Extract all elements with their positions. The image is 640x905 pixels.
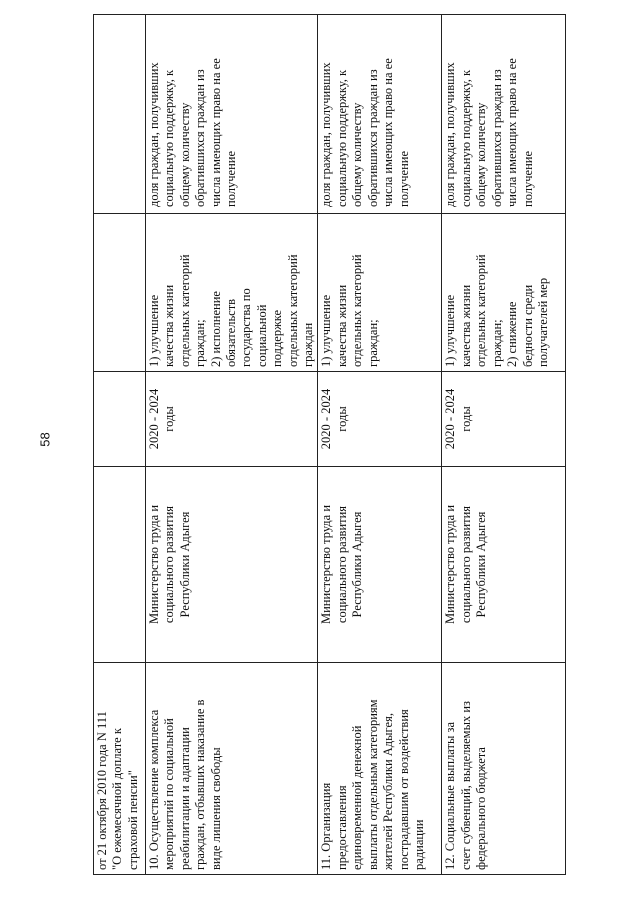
measure-cell: 11. Организация предоставления единовременной денежной выплаты отдельным категориям жителей Республики Адыгея, пострадавшим от воздействия радиации [318, 663, 442, 875]
measure-cell: от 21 октября 2010 года N 111 "О ежемесячной доплате к страховой пенсии" [94, 663, 146, 875]
indicator-cell [94, 15, 146, 214]
period-cell: 2020 - 2024 годы [442, 372, 566, 467]
measure-cell: 10. Осуществление комплекса мероприятий по социальной реабилитации и адаптации граждан, отбывших наказание в виде лишения свободы [146, 663, 318, 875]
program-measures-table [93, 14, 566, 875]
rotated-page-content [93, 15, 550, 875]
executor-cell: Министерство труда и социального развития Республики Адыгея [146, 467, 318, 663]
executor-cell: Министерство труда и социального развития Республики Адыгея [442, 467, 566, 663]
executor-cell: Министерство труда и социального развития Республики Адыгея [318, 467, 442, 663]
period-cell: 2020 - 2024 годы [318, 372, 442, 467]
table-row [94, 15, 146, 875]
result-cell: 1) улучшение качества жизни отдельных категорий граждан; 2) снижение бедности среди получателей мер [442, 214, 566, 372]
indicator-cell: доля граждан, получивших социальную поддержку, к общему количеству обратившихся граждан из числа имеющих право на ее получение [318, 15, 442, 214]
result-cell: 1) улучшение качества жизни отдельных категорий граждан; 2) исполнение обязательств государства по социальной поддержке отдельных категорий граждан [146, 214, 318, 372]
executor-cell [94, 467, 146, 663]
measure-cell: 12. Социальные выплаты за счет субвенций, выделяемых из федерального бюджета [442, 663, 566, 875]
table-row [318, 15, 442, 875]
table-row [442, 15, 566, 875]
period-cell [94, 372, 146, 467]
result-cell: 1) улучшение качества жизни отдельных категорий граждан; [318, 214, 442, 372]
period-cell: 2020 - 2024 годы [146, 372, 318, 467]
result-cell [94, 214, 146, 372]
table-row [146, 15, 318, 875]
indicator-cell: доля граждан, получивших социальную поддержку, к общему количеству обратившихся граждан из числа имеющих право на ее получение [442, 15, 566, 214]
page-number: 58 [37, 432, 53, 447]
indicator-cell: доля граждан, получивших социальную поддержку, к общему количеству обратившихся граждан из числа имеющих право на ее получение [146, 15, 318, 214]
